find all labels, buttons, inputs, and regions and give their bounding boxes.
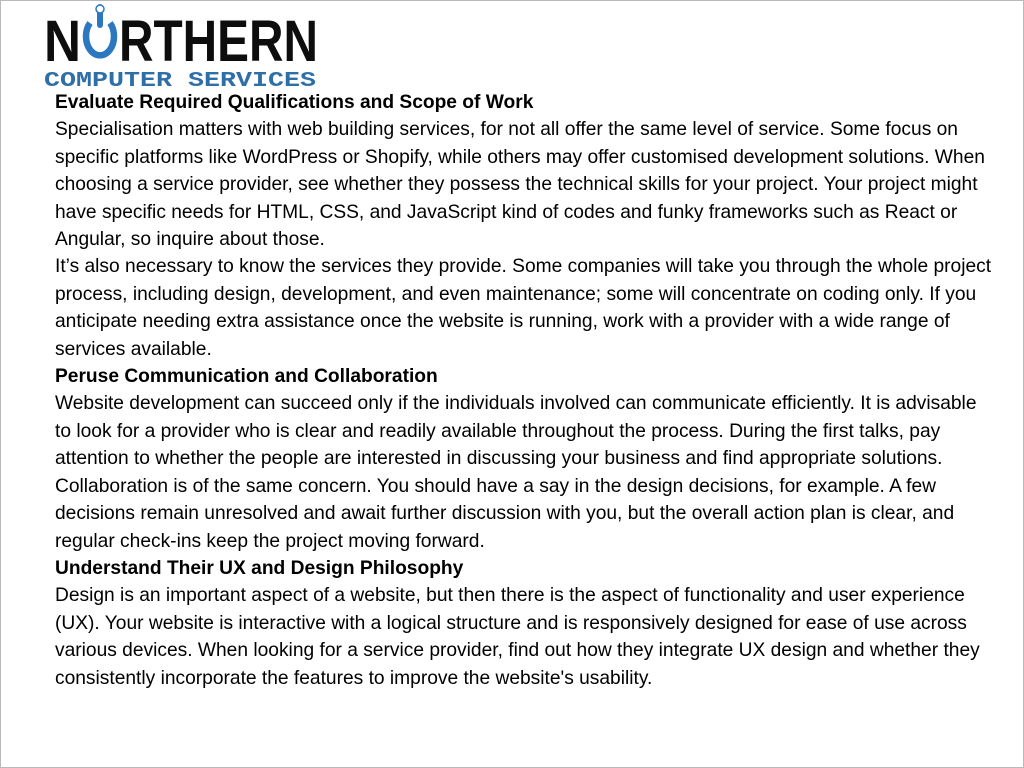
- logo-letter-n: N: [44, 9, 81, 74]
- logo-word-rthern: RTHERN: [119, 9, 318, 74]
- paragraph: Specialisation matters with web building services, for not all offer the same level of service. Some focus on specific platforms like WordPress or Shopify, while others may offer customised development solutions. When choosing a service provider, see whether they possess the technical skills for your project. Your project might have specific needs for HTML, CSS, and JavaScript kind of codes and funky frameworks such as React or Angular, so inquire about those.: [55, 119, 985, 251]
- article-content: [55, 89, 995, 692]
- logo-tagline: COMPUTER SERVICES: [44, 70, 316, 93]
- paragraph: Design is an important aspect of a website, but then there is the aspect of functionality and user experience (UX). Your website is interactive with a logical structure and is responsively designed for ease of use across various devices. When looking for a service provider, find out how they integrate UX design and whether they consistently incorporate the features to improve the website's usability.: [55, 585, 980, 689]
- paragraph: Website development can succeed only if the individuals involved can communicate efficiently. It is advisable to look for a provider who is clear and readily available throughout the process. During the first talks, pay attention to whether the people are interested in discussing your business and find appropriate solutions.: [55, 393, 977, 470]
- paragraph: Collaboration is of the same concern. You should have a say in the design decisions, for example. A few decisions remain unresolved and await further discussion with you, but the overall action plan is clear, and regular check-ins keep the project moving forward.: [55, 475, 955, 552]
- paragraph: It’s also necessary to know the services they provide. Some companies will take you through the whole project process, including design, development, and even maintenance; some will concentrate on coding only. If you anticipate needing extra assistance once the website is running, work with a provider with a wide range of services available.: [55, 256, 992, 360]
- section-heading-ux-design: Understand Their UX and Design Philosophy: [55, 557, 464, 579]
- power-icon: [86, 4, 114, 55]
- northern-computer-services-logo: [42, 3, 322, 93]
- logo-graphic: [42, 3, 322, 93]
- section-heading-qualifications: Evaluate Required Qualifications and Scope of Work: [55, 92, 534, 113]
- section-heading-communication: Peruse Communication and Collaboration: [55, 366, 438, 388]
